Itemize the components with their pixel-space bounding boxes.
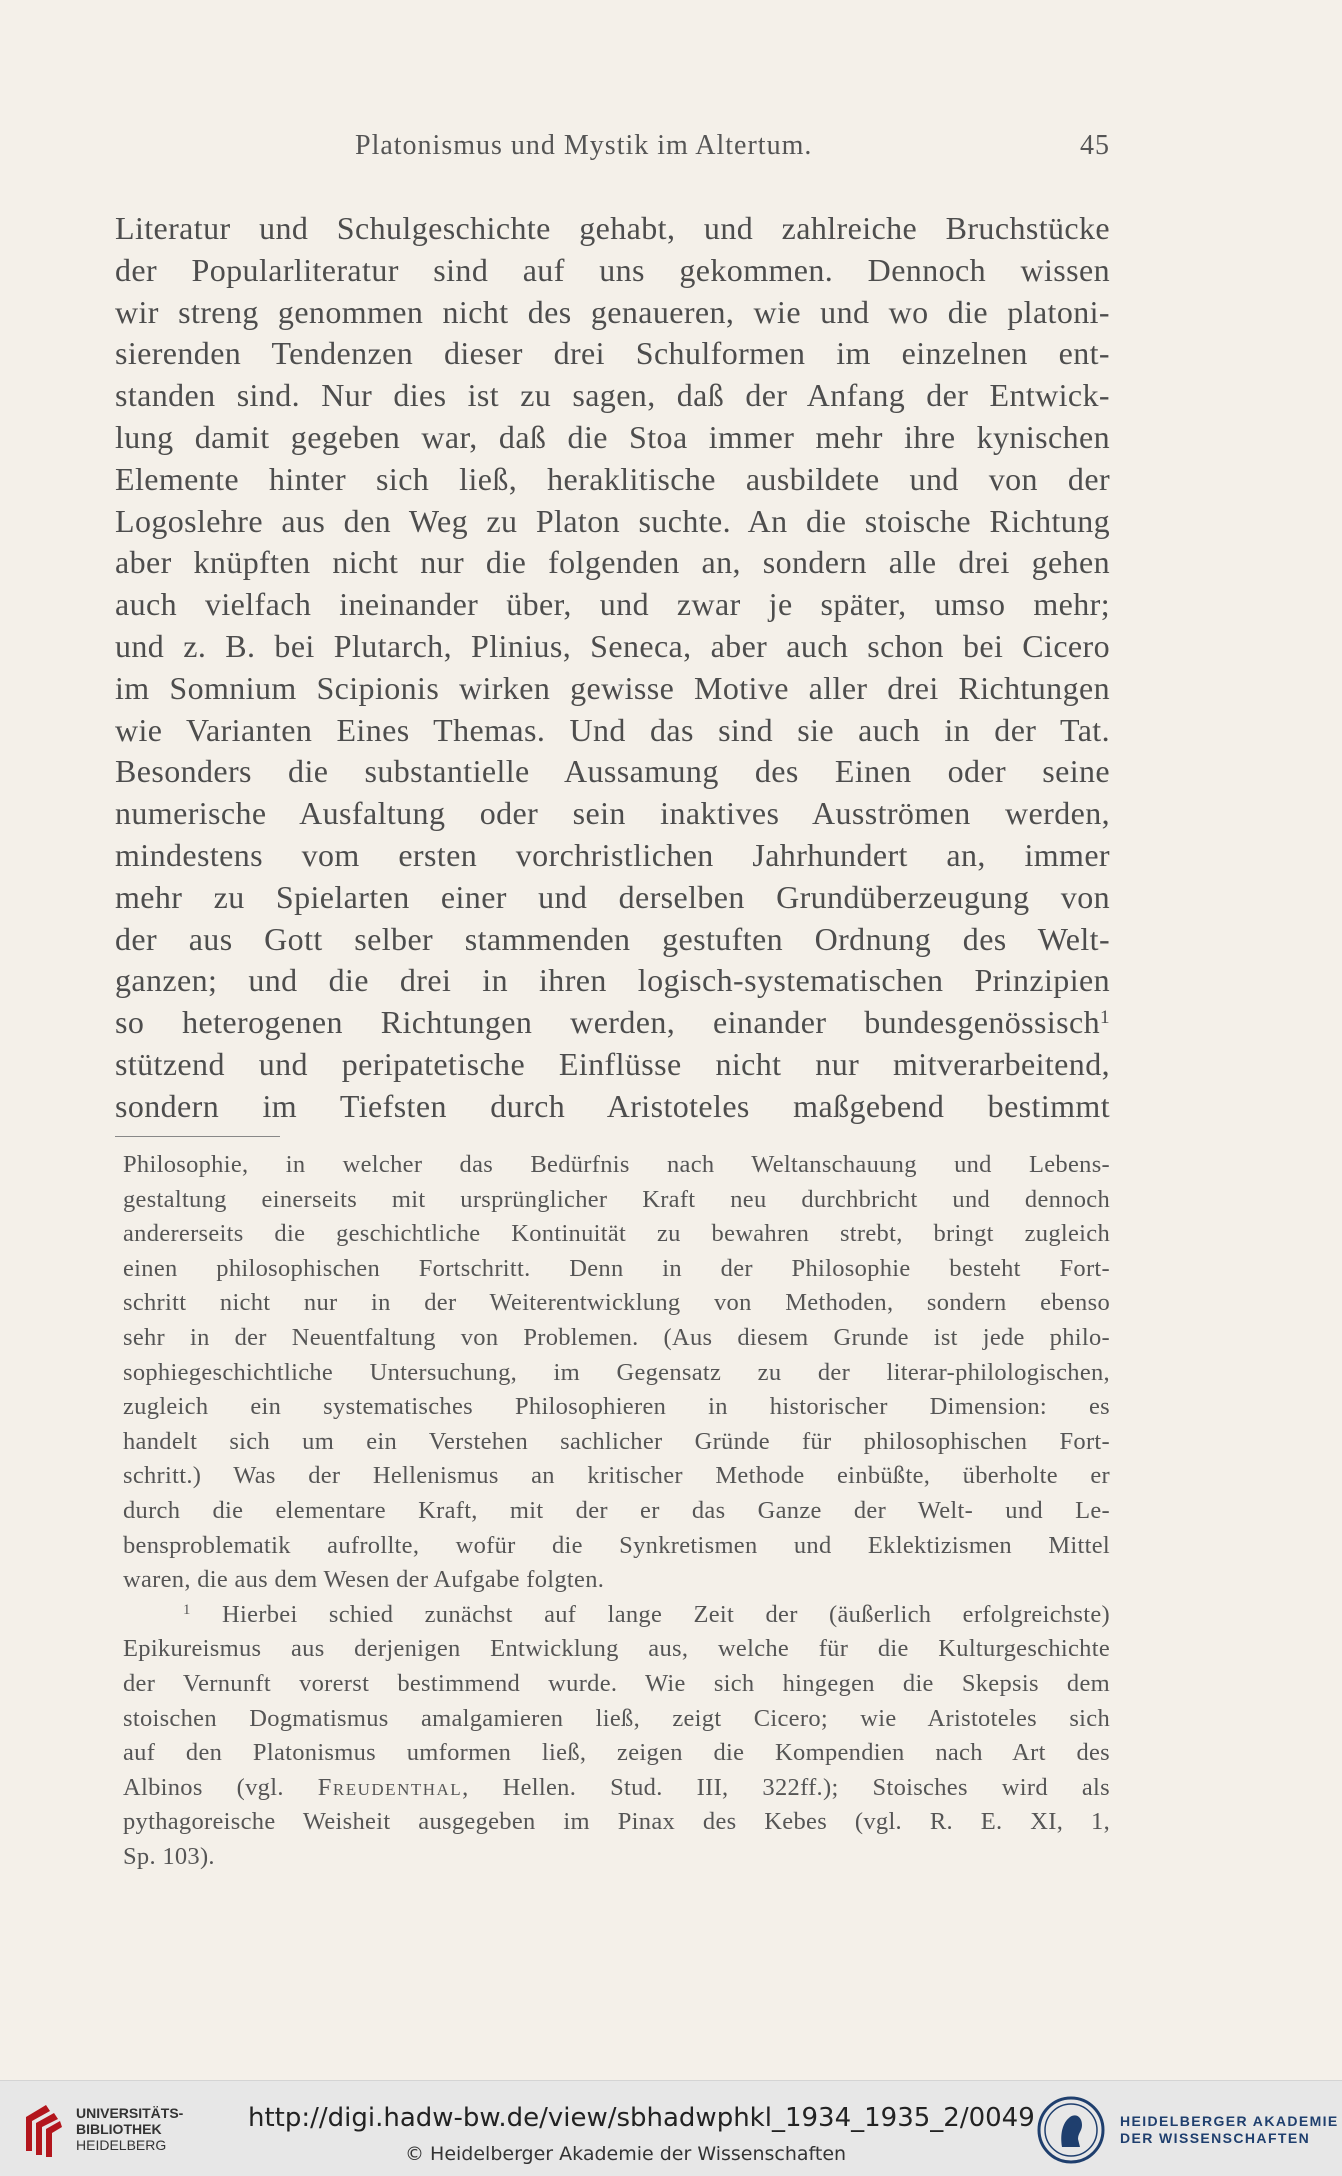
footnote-line: Sp. 103). <box>123 1842 215 1870</box>
citation-after: , Hellen. Stud. III, 322ff.); Stoisches wird als <box>462 1773 1110 1801</box>
footnote-line: der Vernunft vorerst bestimmend wurde. Wie sich hingegen die Skepsis dem <box>123 1669 1110 1697</box>
main-text <box>115 208 1110 1128</box>
page-number: 45 <box>1080 130 1110 161</box>
footnote-line: schritt nicht nur in der Weiterentwicklung von Methoden, sondern ebenso <box>123 1289 1110 1317</box>
footnote-mark: 1 <box>1100 1006 1110 1028</box>
text-line: im Somnium Scipionis wirken gewisse Motive aller drei Richtungen <box>115 669 1110 706</box>
text-line: Literatur und Schulgeschichte gehabt, und zahlreiche Bruchstücke <box>115 210 1110 246</box>
permalink-url[interactable]: http://digi.hadw-bw.de/view/sbhadwphkl_1934_1935_2/0049 <box>248 2103 1035 2133</box>
footnote-line: schritt.) Was der Hellenismus an kritischer Methode einbüßte, überholte er <box>123 1462 1110 1490</box>
text-line: mindestens vom ersten vorchristlichen Jahrhundert an, immer <box>115 836 1110 873</box>
footnote-line: Epikureismus aus derjenigen Entwicklung aus, welche für die Kulturgeschichte <box>123 1635 1110 1663</box>
footnote-line: waren, die aus dem Wesen der Aufgabe folgten. <box>123 1566 605 1594</box>
footnotes <box>123 1148 1110 1874</box>
text-line: mehr zu Spielarten einer und derselben Grundüberzeugung von <box>115 878 1110 915</box>
footnote-line: gestaltung einerseits mit ursprünglicher Kraft neu durchbricht und dennoch <box>123 1185 1110 1213</box>
text-line: sondern im Tiefsten durch Aristoteles maßgebend bestimmt <box>115 1087 1110 1124</box>
footnote-line: handelt sich um ein Verstehen sachlicher Gründe für philosophischen Fort- <box>123 1427 1110 1455</box>
academy-seal-icon <box>1036 2095 1106 2165</box>
footnote-line: pythagoreische Weisheit ausgegeben im Pinax des Kebes (vgl. R. E. XI, 1, <box>123 1808 1110 1836</box>
text-line: Logoslehre aus den Weg zu Platon suchte. An die stoische Richtung <box>115 502 1110 539</box>
text-line: aber knüpften nicht nur die folgenden an, sondern alle drei gehen <box>115 544 1110 581</box>
footnote-citation-line <box>123 1771 1110 1806</box>
footnote-1-text: Hierbei schied zunächst auf lange Zeit der (äußerlich erfolgreichste) <box>222 1600 1110 1628</box>
library-line-3: HEIDELBERG <box>76 2137 167 2153</box>
copyright-notice: © Heidelberger Akademie der Wissenschaften <box>405 2143 847 2165</box>
text-line: wie Varianten Eines Themas. Und das sind sie auch in der Tat. <box>115 711 1110 748</box>
footnote-1-first-line <box>123 1598 1110 1633</box>
footnote-line: Philosophie, in welcher das Bedürfnis nach Weltanschauung und Lebens- <box>123 1151 1110 1178</box>
text-line: der Popularliteratur sind auf uns gekommen. Dennoch wissen <box>115 251 1110 288</box>
footnote-1-marker: 1 <box>183 1601 191 1618</box>
citation-before: Albinos (vgl. <box>123 1773 284 1801</box>
text-line: auch vielfach ineinander über, und zwar je später, umso mehr; <box>115 586 1110 623</box>
footnote-line: auf den Platonismus umformen ließ, zeigen die Kompendien nach Art des <box>123 1739 1110 1767</box>
footnote-line: andererseits die geschichtliche Kontinuität zu bewahren strebt, bringt zugleich <box>123 1220 1110 1248</box>
text-line: und z. B. bei Plutarch, Plinius, Seneca, aber auch schon bei Cicero <box>115 627 1110 664</box>
text-line: numerische Ausfaltung oder sein inaktives Ausströmen werden, <box>115 795 1110 832</box>
text-line: wir streng genommen nicht des genaueren, wie und wo die platoni- <box>115 293 1110 330</box>
university-library-name <box>76 2105 183 2153</box>
text-line: Besonders die substantielle Aussamung des Einen oder seine <box>115 753 1110 790</box>
running-header <box>115 130 1110 170</box>
text-line: stützend und peripatetische Einflüsse nicht nur mitverarbeitend, <box>115 1045 1110 1082</box>
footnote-line: sophiegeschichtliche Untersuchung, im Gegensatz zu der literar-philologischen, <box>123 1358 1110 1386</box>
academy-line-2: DER WISSENSCHAFTEN <box>1120 2130 1311 2146</box>
library-line-2: BIBLIOTHEK <box>76 2121 162 2137</box>
footnote-line: sehr in der Neuentfaltung von Problemen. (Aus diesem Grunde ist jede philo- <box>123 1323 1110 1351</box>
citation-author: Freudenthal <box>317 1773 463 1801</box>
university-library-logo-icon <box>16 2099 66 2159</box>
footnote-line: zugleich ein systematisches Philosophieren in historischer Dimension: es <box>123 1393 1110 1421</box>
text-line <box>115 1002 1110 1044</box>
text-line-content: so heterogenen Richtungen werden, einander bundesgenössisch <box>115 1004 1100 1041</box>
footnote-line: einen philosophischen Fortschritt. Denn in der Philosophie besteht Fort- <box>123 1254 1110 1282</box>
footnote-line: bensproblematik aufrollte, wofür die Synkretismen und Eklektizismen Mittel <box>123 1531 1110 1559</box>
text-line: Elemente hinter sich ließ, heraklitische ausbildete und von der <box>115 460 1110 497</box>
footnote-line: durch die elementare Kraft, mit der er das Ganze der Welt- und Le- <box>123 1496 1110 1524</box>
running-title: Platonismus und Mystik im Altertum. <box>355 130 813 161</box>
academy-name <box>1120 2113 1339 2147</box>
library-line-1: UNIVERSITÄTS- <box>76 2105 184 2121</box>
footnote-line: stoischen Dogmatismus amalgamieren ließ, zeigt Cicero; wie Aristoteles sich <box>123 1704 1110 1732</box>
text-line: ganzen; und die drei in ihren logisch-systematischen Prinzipien <box>115 962 1110 999</box>
academy-line-1: HEIDELBERGER AKADEMIE <box>1120 2113 1339 2129</box>
text-line: sierenden Tendenzen dieser drei Schulformen im einzelnen ent- <box>115 335 1110 372</box>
footer-bar <box>0 2080 1342 2176</box>
text-line: lung damit gegeben war, daß die Stoa immer mehr ihre kynischen <box>115 418 1110 455</box>
footnote-rule <box>115 1136 280 1137</box>
text-line: standen sind. Nur dies ist zu sagen, daß der Anfang der Entwick- <box>115 377 1110 414</box>
text-line: der aus Gott selber stammenden gestuften Ordnung des Welt- <box>115 920 1110 957</box>
